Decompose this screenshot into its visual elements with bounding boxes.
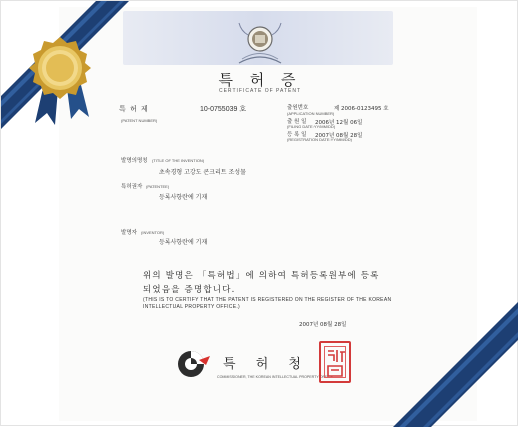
registration-date-label-en: (REGISTRATION DATE:YY/MM/DD) xyxy=(287,137,352,142)
inventor-label-en: (INVENTOR) xyxy=(141,230,165,235)
application-number-label: 출원번호 xyxy=(287,105,309,111)
statement-english-line-1: (THIS IS TO CERTIFY THAT THE PATENT IS REGISTERED ON THE REGISTER OF THE KOREAN xyxy=(143,297,392,303)
invention-title-label-en: (TITLE OF THE INVENTION) xyxy=(152,158,205,163)
office-name: 특 허 청 xyxy=(223,357,309,372)
certificate-title: 특 허 증 xyxy=(218,71,302,89)
patent-number-value: 10-0755039 호 xyxy=(200,106,247,113)
statement-english-line-2: INTELLECTUAL PROPERTY OFFICE.) xyxy=(143,304,240,310)
registration-date-value: 2007년 08월 28일 xyxy=(315,133,363,139)
filing-date-label: 출 원 일 xyxy=(287,119,307,125)
filing-date-value: 2006년 12월 06일 xyxy=(315,120,363,126)
filing-date-label-en: (FILING DATE:YY/MM/DD) xyxy=(287,124,336,129)
gold-medal-icon xyxy=(27,35,93,101)
invention-title-label: 발명의명칭 xyxy=(121,158,148,164)
patent-number-label-en: (PATENT NUMBER) xyxy=(121,118,158,123)
statement-korean-line-1: 위의 발명은 「특허법」에 의하여 특허등록원부에 등록 xyxy=(143,271,380,281)
invention-title-value: 초속경형 고강도 콘크리트 조성물 xyxy=(159,169,246,176)
application-number-value: 제 2006-0123495 호 xyxy=(334,106,389,112)
commissioner-english: COMMISSIONER, THE KOREAN INTELLECTUAL PROPERTY OFFICE xyxy=(217,375,333,379)
patentee-label: 특허권자 xyxy=(121,184,143,190)
inventor-value: 등록사항란에 기재 xyxy=(159,239,208,246)
statement-korean-line-2: 되었음을 증명합니다. xyxy=(143,285,236,295)
application-number-label-en: (APPLICATION NUMBER) xyxy=(287,111,335,116)
issue-date: 2007년 08월 28일 xyxy=(299,322,347,328)
registration-date-label: 등 록 일 xyxy=(287,132,307,138)
inventor-label: 발명자 xyxy=(121,230,137,236)
patentee-value: 등록사항란에 기재 xyxy=(159,194,208,201)
patent-number-label: 특 허 제 xyxy=(119,105,149,113)
patentee-label-en: (PATENTEE) xyxy=(146,184,170,189)
certificate-subtitle: CERTIFICATE OF PATENT xyxy=(218,88,302,94)
